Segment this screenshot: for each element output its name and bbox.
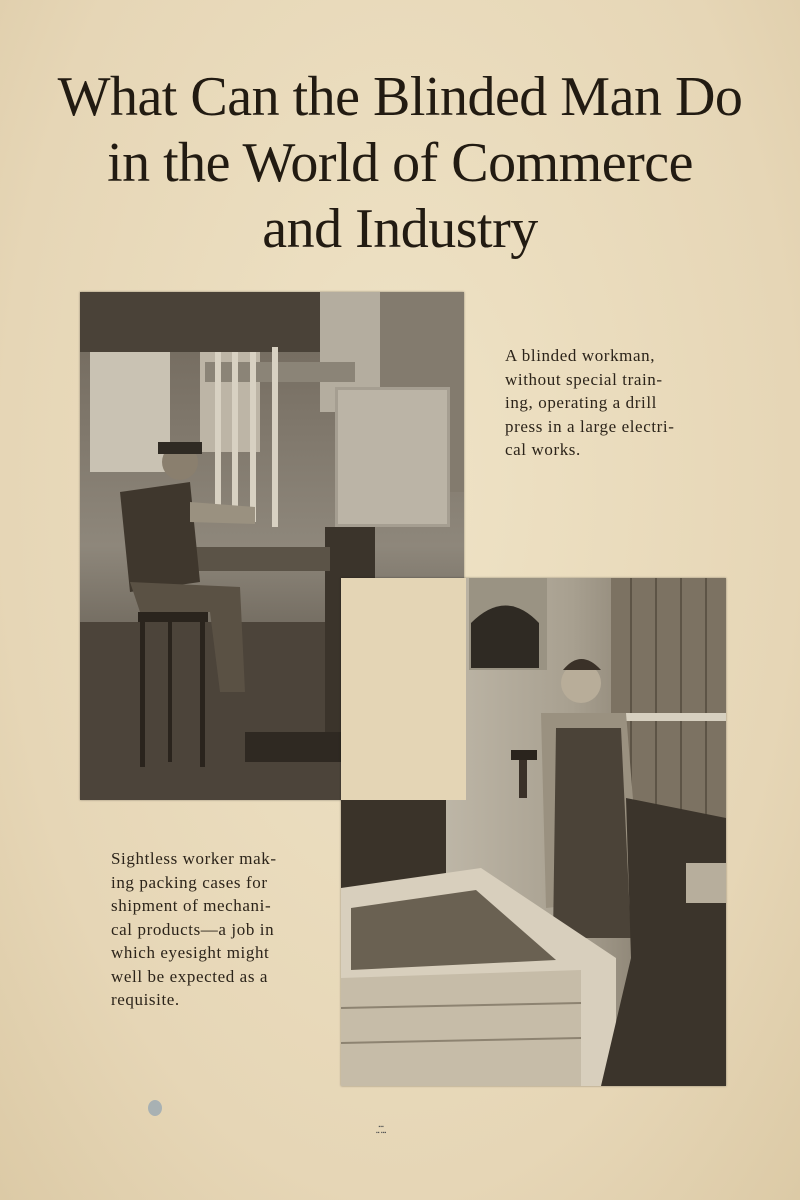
title-line-2: in the World of Commerce (107, 132, 693, 194)
caption-line: Sightless worker mak- (111, 849, 277, 868)
caption-line: cal products—a job in (111, 919, 275, 939)
drill-press-caption (505, 344, 705, 462)
packing-cases-photo (341, 578, 726, 1086)
caption-line: ing, operating a drill (505, 393, 657, 412)
caption-line: cal works. (505, 440, 581, 459)
caption-line: shipment of mechani- (111, 896, 272, 915)
packing-cases-caption (111, 847, 311, 1012)
man-with-hammer-at-crate-icon (341, 578, 726, 1086)
ink-blot (148, 1100, 162, 1116)
caption-line: without special train- (505, 369, 663, 389)
caption-line: press in a large electri- (505, 416, 675, 436)
caption-line: A blinded workman, (505, 346, 656, 365)
title-line-1: What Can the Blinded Man Do (57, 66, 743, 128)
page-title (0, 64, 800, 262)
caption-line: ing packing cases for (111, 872, 268, 892)
title-line-3: and Industry (262, 198, 538, 260)
caption-line: well be expected as a (111, 966, 269, 986)
caption-line: requisite. (111, 990, 180, 1009)
library-stamp: ▪▪▪ ▪▪ ▪▪▪ (376, 1124, 387, 1136)
caption-line: which eyesight might (111, 943, 270, 962)
